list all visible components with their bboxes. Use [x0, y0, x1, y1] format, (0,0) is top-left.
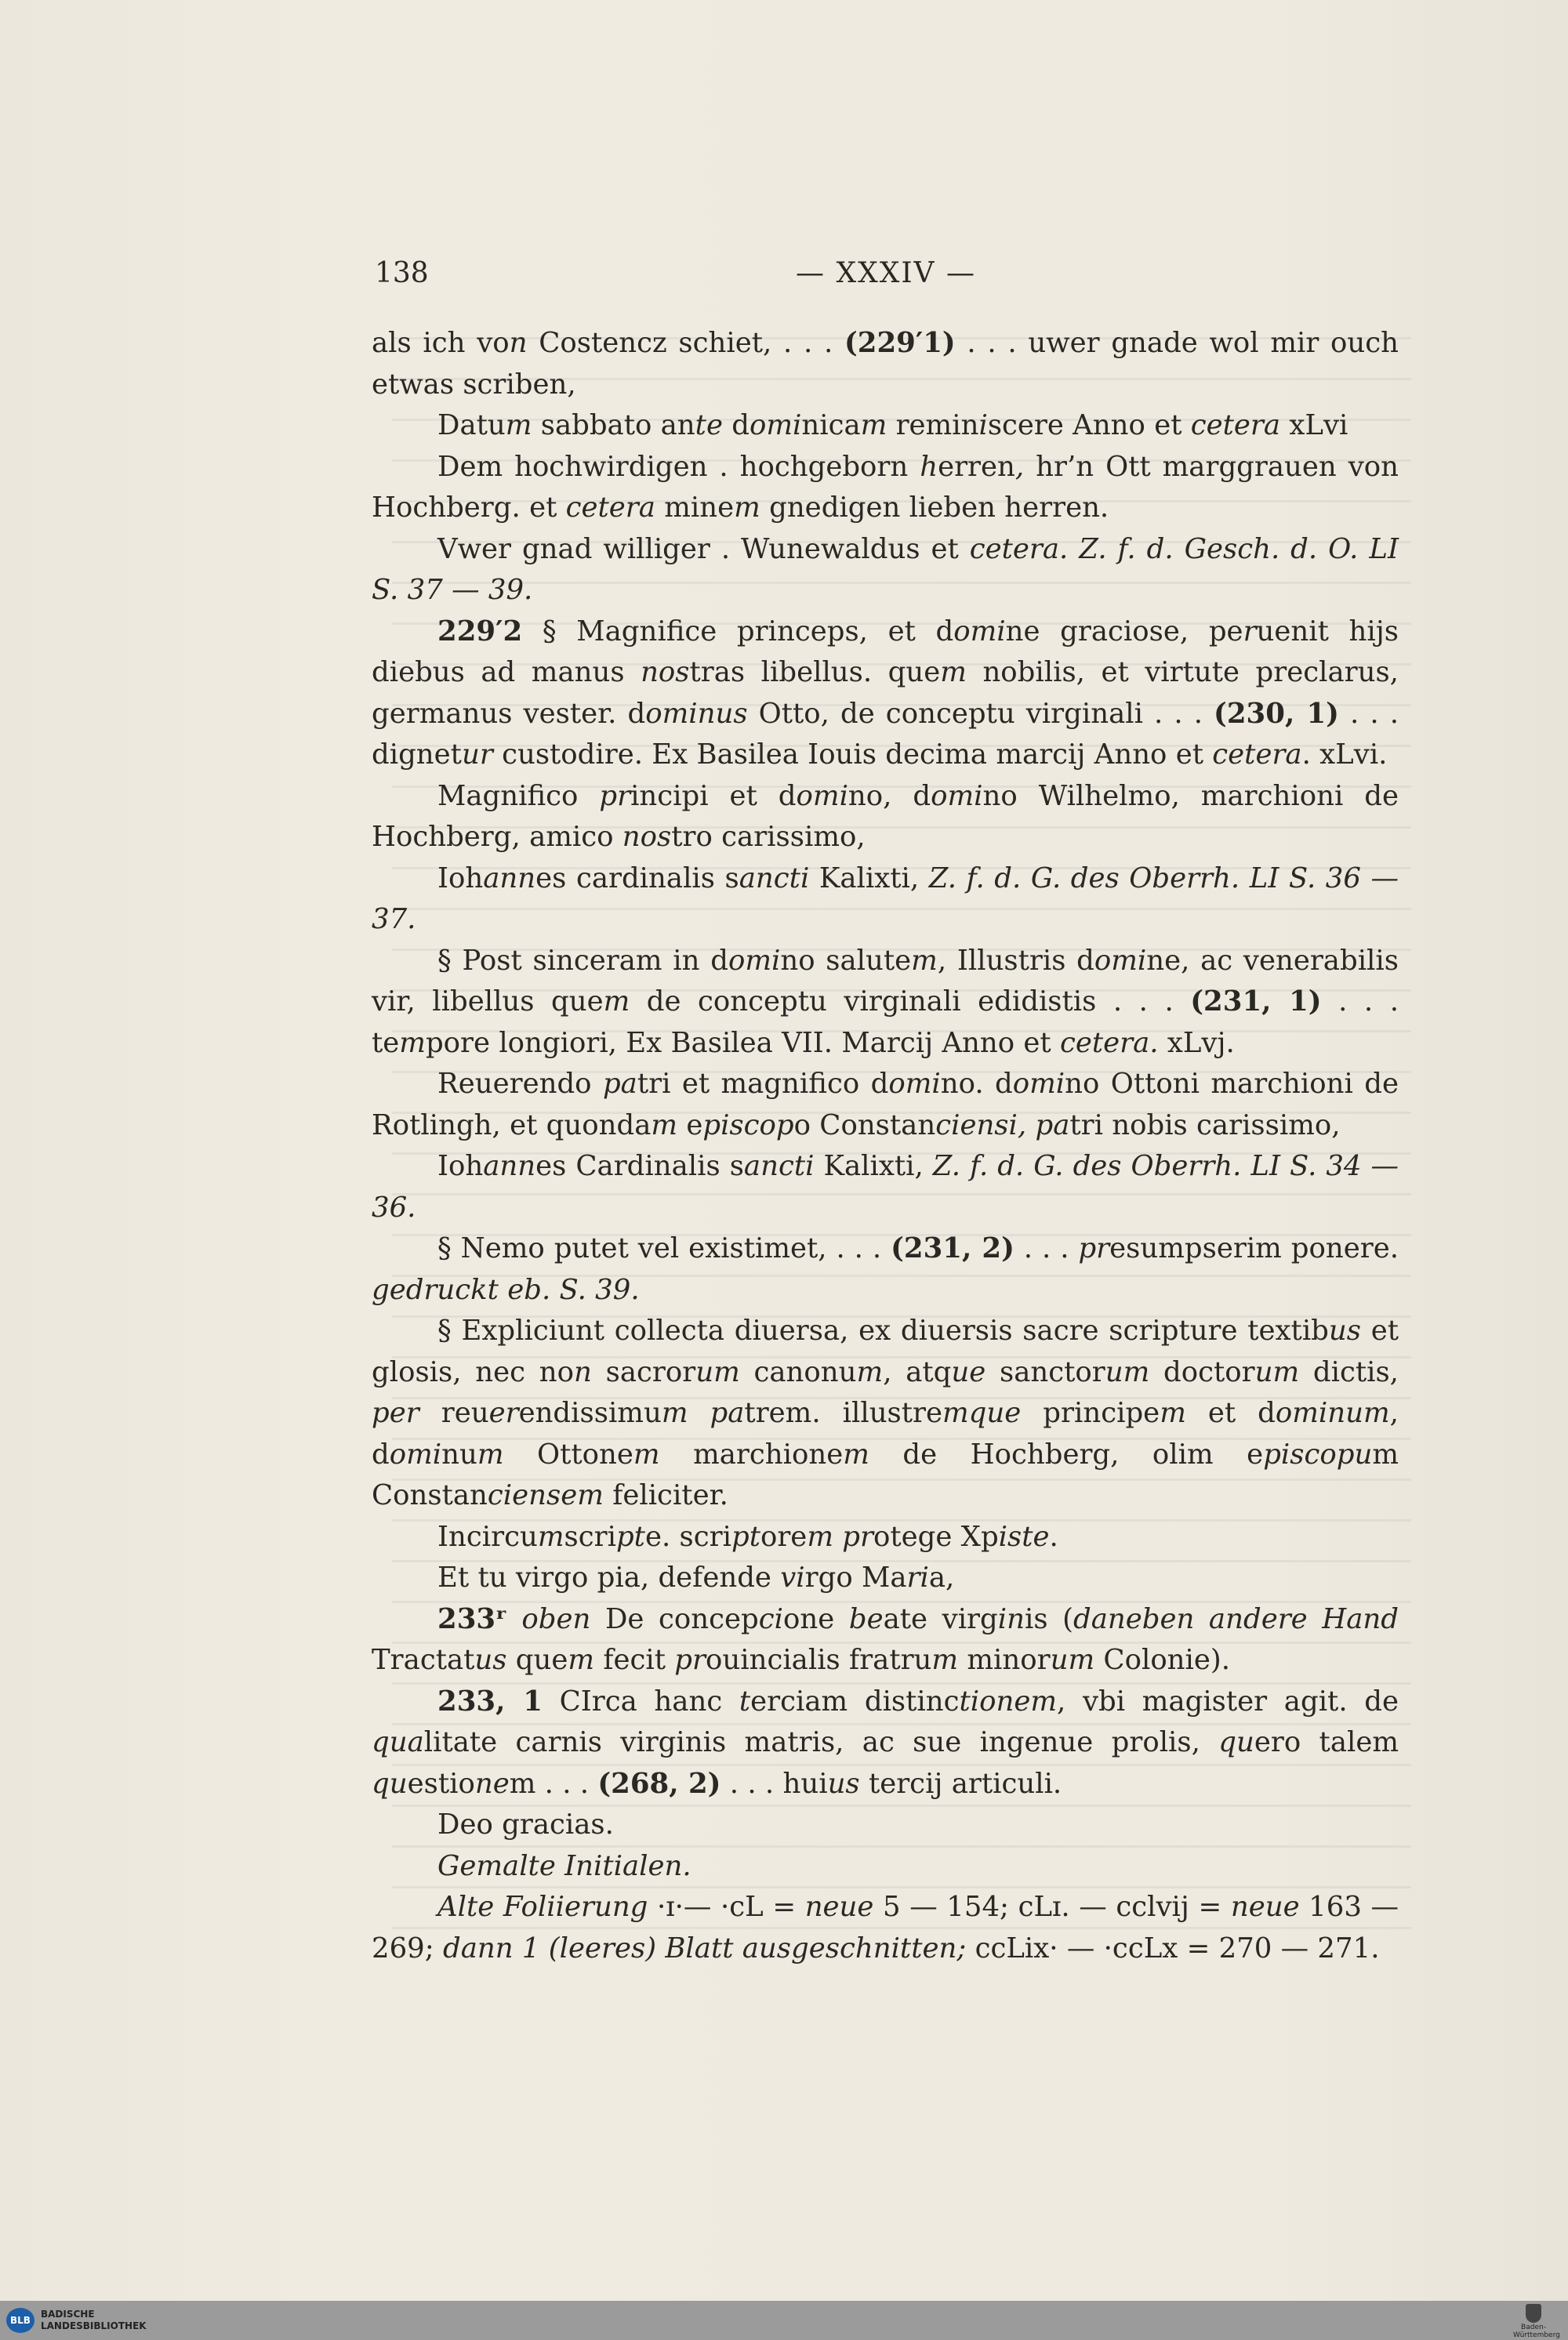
text-span: ann [483, 862, 536, 894]
page-number: 138 [375, 257, 429, 289]
paragraph [372, 1599, 1399, 1682]
text-span: pa [1035, 1108, 1070, 1141]
text-span: mque [942, 1397, 1022, 1429]
paragraph [372, 529, 1399, 611]
text-span: tionem [959, 1685, 1058, 1718]
text-span: omi [1094, 944, 1147, 977]
text-span: m Constan [372, 1438, 1399, 1511]
text-span: ancti [743, 1150, 815, 1182]
text-span: us [474, 1644, 507, 1676]
state-crest [1513, 2304, 1560, 2339]
text-span: , vbi magister agit. de [1057, 1685, 1399, 1718]
text-span: scere Anno et [987, 409, 1191, 441]
library-name [41, 2309, 147, 2332]
paragraph [372, 1228, 1399, 1311]
text-span: als ich vo [372, 327, 510, 359]
text-span: de Hochberg, olim e [869, 1438, 1264, 1471]
text-span: . . . dignet [372, 697, 1399, 771]
text-span: de conceptu virginali edidistis . . . [630, 985, 1191, 1018]
text-span: feliciter. [603, 1479, 728, 1511]
text-span: cetera [1190, 409, 1281, 441]
text-span [833, 1521, 842, 1553]
text-span: oben [521, 1602, 591, 1635]
footer-bar [0, 2301, 1568, 2340]
text-span: xLvj. [1158, 1026, 1235, 1059]
text-span: pa [710, 1397, 745, 1429]
text-span: . xLvi. [1301, 738, 1388, 771]
text-span: minor [958, 1644, 1051, 1676]
paragraph [372, 1682, 1399, 1805]
text-span: uenit hijs diebus ad manus [372, 615, 1399, 688]
text-span: m [843, 1438, 869, 1471]
text-span: nu [441, 1438, 477, 1471]
text-span: hr’n Ott marggrauen von Hochberg. et [372, 450, 1399, 524]
text-span: cetera. [969, 532, 1069, 565]
text-span: litate carnis virginis matris, ac sue ingenue prolis, [423, 1726, 1219, 1758]
text-span: Datu [437, 409, 506, 441]
text-span: tercij articuli. [859, 1767, 1062, 1800]
text-span: one [783, 1602, 849, 1635]
text-span: , atq [883, 1355, 952, 1388]
text-span: neue [804, 1891, 874, 1923]
text-span: et glosis, nec no [372, 1315, 1399, 1388]
text-span: otege Xp [873, 1520, 999, 1553]
text-span: ne graciose, pe [1005, 615, 1243, 648]
text-span: ne [474, 1767, 510, 1800]
text-span: piscopu [1263, 1438, 1373, 1471]
text-span: reu [419, 1397, 489, 1429]
text-span: ceptu virginali . . . [935, 697, 1214, 730]
text-span: omi [796, 779, 848, 812]
text-span: Vwer gnad williger . Wunewaldus et [437, 532, 970, 565]
text-span: nobilis, et virtute preclarus, germanus vester. d [372, 656, 1399, 730]
text-span: ominus [645, 697, 748, 730]
text-span: ci [758, 1602, 784, 1635]
text-span: Z. f. d. G. des Oberrh. LI S. 34 — 36. [372, 1150, 1399, 1224]
text-span: m [661, 1397, 688, 1429]
text-span: Incircu [437, 1520, 538, 1553]
text-span: Deo gracias. [437, 1809, 614, 1841]
text-span: . . . hui [720, 1767, 828, 1800]
text-span: um [695, 1355, 740, 1388]
text-span: ouincialis fratru [705, 1644, 932, 1676]
text-span: , d [372, 1397, 1399, 1471]
text-span: pr [599, 779, 631, 812]
text-span: m [651, 1108, 678, 1141]
text-span: m [505, 409, 532, 441]
text-span: dictis, [1299, 1355, 1399, 1388]
text-span: nos [641, 656, 690, 688]
paragraph [372, 1558, 1399, 1599]
blb-logo-icon: BLB [6, 2308, 34, 2333]
text-span: m [940, 656, 967, 688]
text-span: § Nemo putet vel existimet, . . . [437, 1232, 891, 1264]
text-span: 229′2 [437, 615, 523, 648]
text-span: um [1105, 1355, 1150, 1388]
text-span: m [537, 1520, 564, 1553]
paragraph [372, 1517, 1399, 1558]
text-span: no salute [780, 944, 912, 977]
text-span: . . . [1014, 1232, 1079, 1264]
text-span: ciensi, [935, 1108, 1027, 1141]
text-span: gnedigen lieben herren. [760, 492, 1109, 524]
text-span: Magnifico [437, 779, 600, 812]
text-span: m [856, 1355, 884, 1388]
text-span: ur [461, 738, 493, 771]
text-span: marchione [659, 1438, 844, 1471]
text-span: Ioh [437, 1150, 484, 1182]
text-span: CIrca hanc [542, 1685, 739, 1718]
text-span: ero talem [1254, 1726, 1399, 1758]
text-span: Colonie). [1094, 1644, 1231, 1676]
text-span: ue [951, 1355, 986, 1388]
text-span: e. scri [644, 1520, 731, 1553]
library-name-line1: BADISCHE [41, 2309, 95, 2320]
paragraph [372, 447, 1399, 529]
text-span: nica [801, 409, 861, 441]
text-span: m [860, 409, 887, 441]
text-span: ancti [739, 862, 810, 894]
text-span: ore [760, 1520, 808, 1553]
text-span: que [506, 1644, 568, 1676]
text-span: r [1243, 615, 1257, 648]
paragraph [372, 1311, 1399, 1517]
text-span: 163 — 269; [372, 1891, 1399, 1965]
text-span: tri nobis carissimo, [1069, 1108, 1341, 1141]
text-span: 233, 1 [437, 1685, 543, 1718]
text-span: principe [1021, 1397, 1160, 1429]
text-span: , Illustris d [937, 944, 1094, 977]
text-span: no, d [848, 779, 931, 812]
text-span: Z. f. d. G. des Oberrh. LI S. 36 — 37. [372, 862, 1399, 935]
text-span: ominum [1275, 1397, 1390, 1429]
paragraph [372, 858, 1399, 941]
text-span: m [603, 985, 630, 1018]
text-span: qu [372, 1767, 408, 1800]
library-name-line2: LANDESBIBLIOTHEK [41, 2320, 147, 2331]
text-span: pr [674, 1644, 706, 1676]
text-span: h [920, 450, 938, 483]
text-span: Reuerendo [437, 1068, 603, 1100]
text-span: cetera. [1059, 1026, 1159, 1059]
text-span: fecit [594, 1644, 675, 1676]
text-span: 5 — 154; cLɪ. — cclvij = [873, 1891, 1231, 1923]
text-span: be [848, 1602, 884, 1635]
paragraph [372, 1887, 1399, 1969]
text-span: t [739, 1685, 751, 1718]
body-text [372, 323, 1399, 1969]
text-span: pt [615, 1520, 645, 1553]
paragraph [372, 1064, 1399, 1146]
text-span: er [488, 1397, 519, 1429]
text-span: no Ottoni marchioni de Rotlingh, et quonda [372, 1068, 1399, 1141]
text-span: i [978, 409, 988, 441]
text-span: es Cardinalis s [535, 1150, 744, 1182]
text-span: m [633, 1438, 660, 1471]
text-span: Alte Foliierung [437, 1891, 648, 1923]
paragraph [372, 323, 1399, 405]
text-span: pr [842, 1520, 873, 1553]
text-span: per [372, 1397, 419, 1429]
text-span: (231, 1) [1190, 985, 1322, 1018]
text-span: m [911, 944, 938, 977]
text-span: § Expliciunt collecta diuersa, ex diuersis sacre scripture textib [437, 1315, 1329, 1347]
text-span: omi [749, 409, 802, 441]
text-span: sanctor [985, 1355, 1105, 1388]
text-span: canonu [739, 1355, 857, 1388]
text-span: 233ʳ [437, 1602, 507, 1635]
text-span: m [477, 1438, 504, 1471]
text-span: piscop [702, 1108, 794, 1141]
text-span: custodire. Ex Basilea Iouis decima marcij Anno et [492, 738, 1213, 771]
text-span: trem. illustre [744, 1397, 943, 1429]
text-span: no Wilhelmo, marchioni de Hochberg, amico [372, 779, 1399, 853]
text-span: remin [887, 409, 979, 441]
text-span: nos [622, 821, 672, 853]
text-span: es cardinalis s [535, 862, 739, 894]
text-span: . . . te [372, 985, 1399, 1059]
text-span: pa [602, 1068, 637, 1100]
paragraph [372, 405, 1399, 447]
text-span: neue [1230, 1891, 1300, 1923]
text-span: . . . uwer gnade wol mir ouch etwas scriben, [372, 327, 1399, 401]
text-span: De concep [590, 1602, 759, 1635]
text-span: sabbato an [532, 409, 695, 441]
text-span: n [509, 327, 528, 359]
text-span: m [399, 1026, 426, 1059]
text-span: (229′1) [844, 327, 956, 359]
text-span: mine [655, 492, 735, 524]
text-span: us [827, 1767, 860, 1800]
text-span: m [931, 1644, 959, 1676]
crest-label: Baden-Württemberg [1513, 2324, 1560, 2339]
text-span: is ( [1024, 1602, 1073, 1635]
text-span: e [677, 1108, 703, 1141]
paragraph [372, 1805, 1399, 1846]
text-span: esumpserim ponere. [1109, 1232, 1399, 1264]
text-span: Ottone [503, 1438, 633, 1471]
text-span: gedruckt eb. S. 39. [372, 1273, 640, 1306]
text-span: um [1254, 1355, 1300, 1388]
text-span: pr [1078, 1232, 1110, 1264]
text-span: um [1050, 1644, 1095, 1676]
text-span: cetera [565, 492, 655, 524]
text-span: omi [1012, 1068, 1065, 1100]
text-span: dann 1 (leeres) Blatt ausgeschnitten; [443, 1932, 967, 1965]
text-span: ccLix· — ·ccLx = 270 — 271. [966, 1932, 1380, 1965]
text-span: omi [953, 615, 1006, 648]
text-span: (230, 1) [1214, 697, 1339, 730]
coat-of-arms-icon [1526, 2304, 1541, 2323]
text-span: omi [728, 944, 781, 977]
text-span: Z. f. d. Gesch. d. O. LI S. 37 — 39. [372, 532, 1399, 606]
text-span: Kalixti, [809, 862, 929, 894]
text-span: cetera [1212, 738, 1302, 771]
text-span: incipi et d [630, 779, 797, 812]
text-span: (268, 2) [597, 1767, 721, 1800]
text-span [688, 1397, 710, 1429]
text-span: omi [389, 1438, 442, 1471]
text-span [1068, 533, 1079, 565]
text-span: Gemalte Initialen. [437, 1849, 691, 1882]
text-span: daneben andere Hand [1073, 1602, 1399, 1635]
text-span: Otto, de con [747, 697, 936, 730]
text-span: te [695, 409, 723, 441]
paragraph [372, 941, 1399, 1065]
text-span: . [1049, 1520, 1058, 1553]
text-span: Et tu virgo pia, defende [437, 1562, 781, 1594]
text-span: ne, ac venerabilis vir, libellus que [372, 944, 1399, 1018]
paragraph [372, 1846, 1399, 1888]
text-span: § Magnifice princeps, et d [522, 615, 954, 648]
text-span: erren [938, 450, 1015, 483]
text-span: (231, 2) [891, 1232, 1014, 1264]
text-span: qua [372, 1726, 424, 1758]
text-span: , [1014, 450, 1025, 483]
text-span: erciam distinc [750, 1685, 960, 1718]
text-span: o Constan [793, 1108, 936, 1141]
text-span: doctor [1149, 1355, 1255, 1388]
paragraph [372, 611, 1399, 776]
text-span: omi [931, 779, 983, 812]
text-span: iste [998, 1520, 1050, 1553]
text-span: pt [731, 1520, 760, 1553]
text-span: ann [483, 1150, 536, 1182]
text-span: sacror [591, 1355, 696, 1388]
text-span: d [722, 409, 750, 441]
text-span: vi [780, 1562, 805, 1594]
text-span: qu [1218, 1726, 1254, 1758]
text-span: xLvi [1280, 409, 1348, 441]
text-span: Tractat [372, 1644, 475, 1676]
text-span: m [734, 492, 760, 524]
text-span: § Post sinceram in d [437, 944, 728, 977]
paragraph [372, 776, 1399, 858]
text-span: Ioh [437, 862, 484, 894]
text-span: Kalixti, [814, 1150, 933, 1182]
text-span: scri [564, 1520, 616, 1553]
text-span: tras libellus. que [689, 656, 941, 688]
text-span: endissimu [518, 1397, 662, 1429]
text-span: ciensem [487, 1479, 604, 1511]
text-span: a, [928, 1562, 955, 1594]
text-span: us [1328, 1315, 1361, 1347]
text-span: ate virg [883, 1602, 998, 1635]
text-span: no. d [940, 1068, 1013, 1100]
text-span: et d [1185, 1397, 1276, 1429]
text-span: omi [888, 1068, 941, 1100]
text-span: ·ɪ·— ·cL = [648, 1891, 805, 1923]
text-span: rgo Ma [804, 1562, 907, 1594]
text-span: pore longiori, Ex Basilea VII. Marcij Anno et [425, 1026, 1060, 1059]
paragraph [372, 1146, 1399, 1228]
text-span: m [568, 1644, 595, 1676]
text-span: estio [407, 1767, 475, 1800]
text-span: ri [906, 1562, 929, 1594]
text-span: m [1160, 1397, 1186, 1429]
text-span: Dem hochwirdigen . hochgeborn [437, 450, 920, 483]
text-span: n [574, 1355, 592, 1388]
page-header [375, 257, 1397, 296]
text-span [507, 1603, 522, 1635]
text-span: tri et magnifico d [637, 1068, 889, 1100]
text-span [1026, 1109, 1035, 1141]
running-title: — XXXIV — [796, 257, 976, 289]
text-span: m . . . [509, 1767, 598, 1800]
text-span: in [997, 1602, 1025, 1635]
text-span: m [807, 1520, 833, 1553]
text-span: Costencz schiet, . . . [527, 327, 844, 359]
text-span: tro carissimo, [671, 821, 866, 853]
